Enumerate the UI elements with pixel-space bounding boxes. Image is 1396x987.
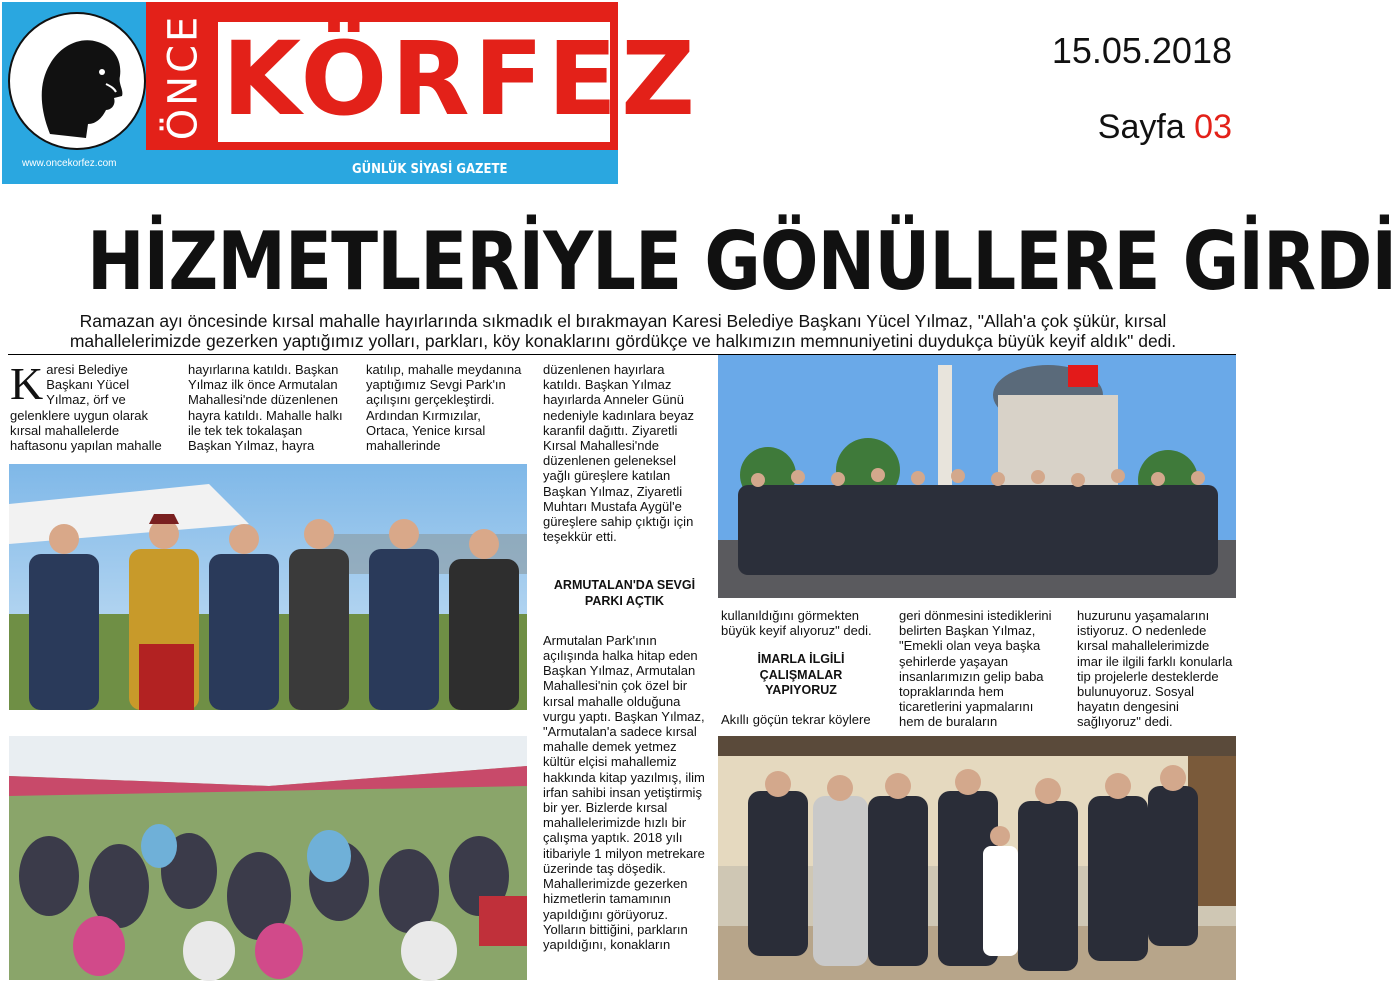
newspaper-tagline: GÜNLÜK SİYASİ GAZETE (352, 162, 508, 177)
website-url: www.oncekorfez.com (22, 158, 117, 169)
subheading: ARMUTALAN'DA SEVGİ PARKI AÇTIK (553, 578, 696, 608)
article-column-6: geri dönmesini istediklerini belirten Başkan Yılmaz, "Emekli olan veya başka şehirlerde yaşayan insanlarımızın gelip baba topraklarında hem ticaretlerini yapmalarını hem de buraların (899, 608, 1052, 730)
headline: HİZMETLERİYLE GÖNÜLLERE GİRDİ (86, 215, 1396, 308)
photo-officials-clapping (9, 464, 527, 710)
article-column-2: hayırlarına katıldı. Başkan Yılmaz ilk önce Armutalan Mahallesi'nde düzenlenen hayra katıldı. Mahalle halkı ile tek tek tokalaşan Başkan Yılmaz, hayra (188, 362, 343, 454)
photo-crowd-under-tent (9, 736, 527, 980)
photo-group-with-child (718, 736, 1236, 980)
article-column-7: huzurunu yaşamalarını istiyoruz. O nedenlede kırsal mahallelerimizde imar ile ilgili farklı konularla tip projelerle desteklerde bulunuyoruz. Sosyal hayatın dengesini sağlıyoruz" dedi. (1077, 608, 1233, 730)
subheading: İMARLA İLGİLİ ÇALIŞMALAR YAPIYORUZ (757, 652, 845, 697)
article-column-4: düzenlenen hayırlara katıldı. Başkan Yılmaz hayırlarda Anneler Günü nedeniyle kadınlara beyaz karanfil dağıttı. Ziyaretli Kırsal Mahallesi'nde düzenlenen geleneksel yağlı güreşlere katılan Başkan Yılmaz, Ziyaretli Muhtarı Mustafa Aygül'e güreşlere sahip çıktığı için teşekkür etti. ARMUTALAN'DA SEVGİ PARKI AÇTIK Armutalan Park'ının açılışında halka hitap eden Başkan Yılmaz, Armutalan Mahallesi'nin çok özel bir kırsal mahalle olduğuna vurgu yaptı. Başkan Yılmaz, "Armutalan'a sadece kırsal mahalle demek yetmez kültür elçisi mahallemiz hakkında kitap yazılmış, ilim irfan sahibi insan yetiştirmiş bir yer. Bizlerde kırsal mahallelerimizde hızlı bir çalışma yaptık. 2018 yılı itibariyle 1 milyon metrekare üzerinde taş döşedik. Mahallerimizde gezerken hizmetlerin tamamının yapıldığını görüyoruz. Yolların bittiğini, parkların yapıldığını, konakların (543, 362, 705, 952)
dropcap: K (10, 358, 44, 409)
title-prefix: ÖNCE (160, 13, 207, 141)
article-column-5: kullanıldığını görmekten büyük keyif alıyoruz" dedi. İMARLA İLGİLİ ÇALIŞMALAR YAPIYORUZ Akıllı göçün tekrar köylere (721, 608, 872, 728)
article-column-1: Karesi Belediye Başkanı Yücel Yılmaz, örf ve gelenklere uygun olarak kırsal mahallelerde haftasonu yapılan mahalle (10, 358, 162, 454)
issue-date: 15.05.2018 (1051, 30, 1232, 71)
portrait-logo-icon (8, 12, 146, 150)
article-column-3: katılıp, mahalle meydanına yaptığımız Sevgi Park'ın açılışını gerçekleştirdi. Ardından Kırmızılar, Ortaca, Yenice kırsal mahallerinde (366, 362, 522, 454)
photo-group-at-mosque (718, 355, 1236, 598)
page-number: Sayfa 03 (1097, 108, 1232, 146)
newspaper-title: KÖRFEZ (222, 20, 700, 139)
intro-paragraph: Ramazan ayı öncesinde kırsal mahalle hayırlarında sıkmadık el bırakmayan Karesi Belediye Başkanı Yücel Yılmaz, "Allah'a çok şükür, kırsal mahallelerimizde gezerken yaptığımız yolları, parkları, köy konaklarını gördükçe ve halkımızın memnuniyetini duydukça büyük keyif aldık" dedi. (69, 311, 1177, 351)
